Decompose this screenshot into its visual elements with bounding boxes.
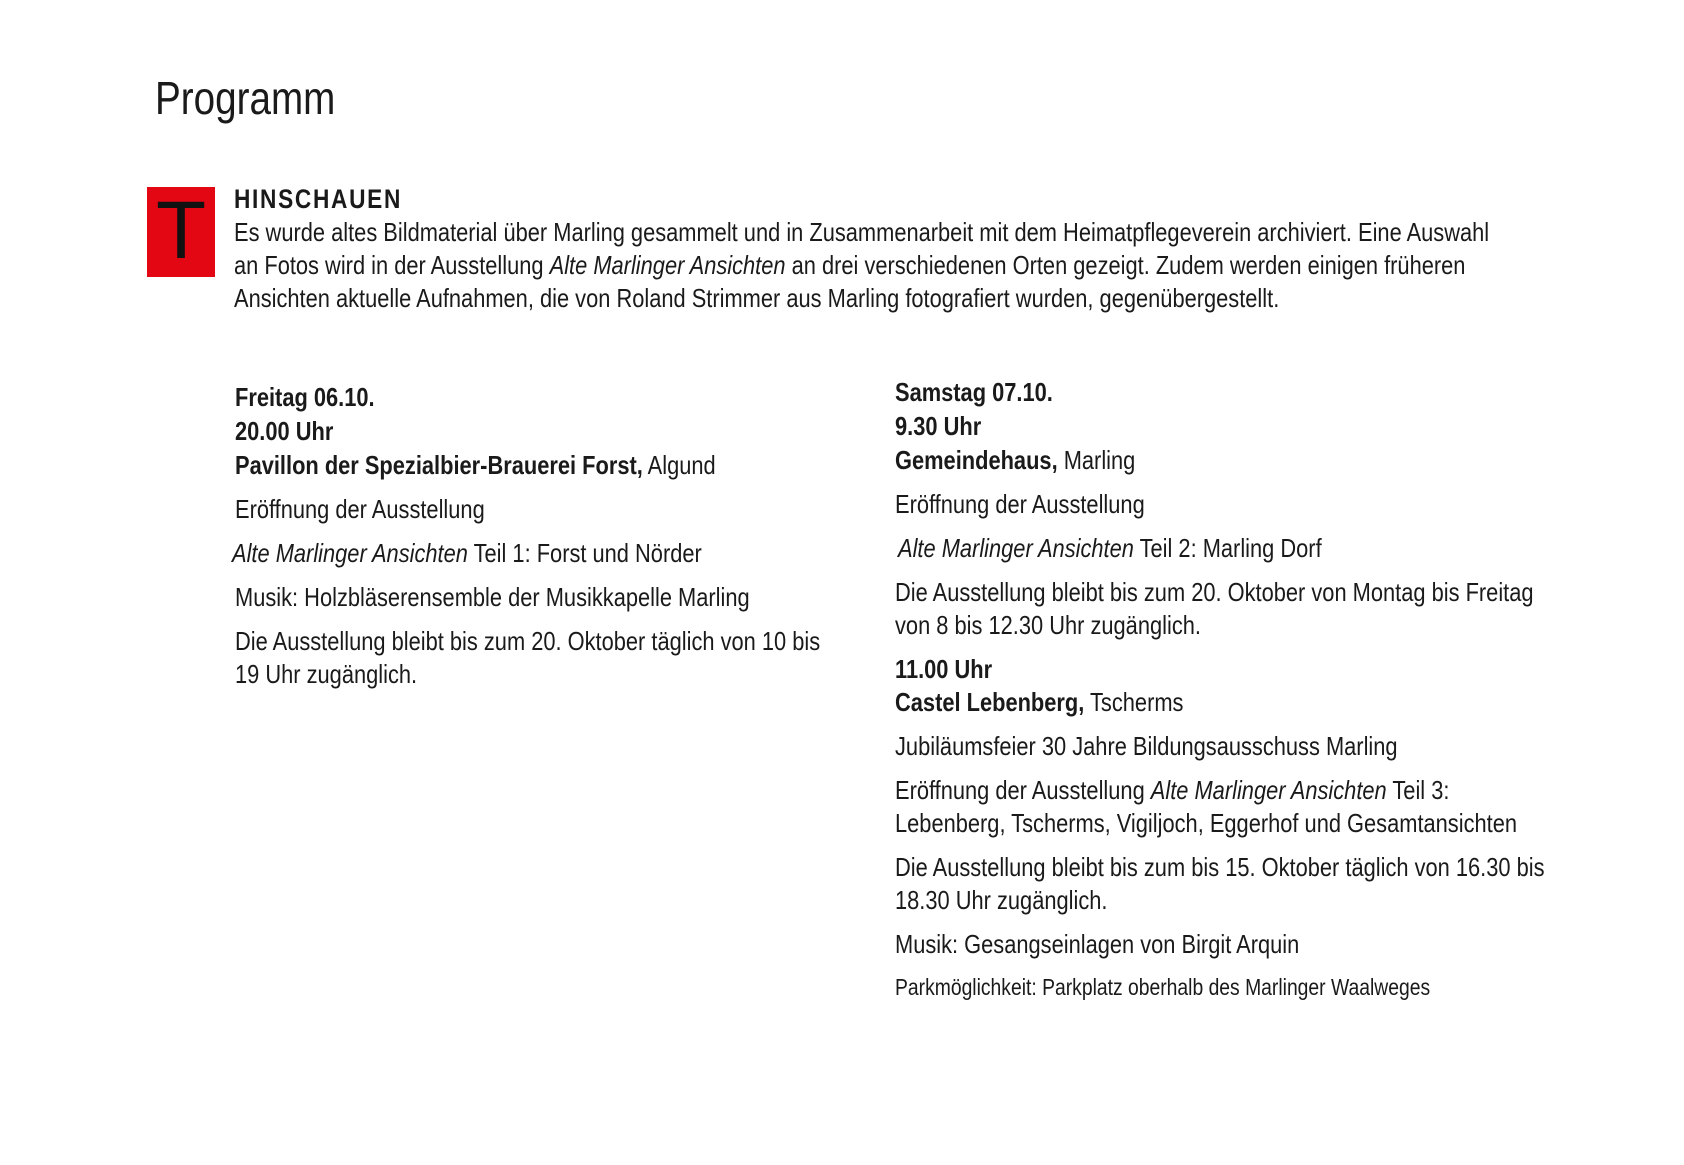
friday-venue (235, 448, 935, 482)
page-title-text: Programm (155, 72, 336, 124)
exhibit-title: Alte Marlinger Ansichten (1150, 775, 1387, 805)
venue-name: Pavillon der Spezialbier-Brauerei Forst, (235, 450, 643, 480)
opening-text: Eröffnung der Ausstellung (895, 489, 1145, 519)
saturday-session-2 (895, 653, 1595, 719)
venue-place: Marling (1057, 445, 1136, 475)
friday-program (232, 380, 935, 691)
music-text: Musik: Gesangseinlagen von Birgit Arquin (895, 929, 1300, 959)
saturday-time-1 (895, 409, 1595, 443)
friday-hours (235, 625, 935, 691)
friday-time-text: 20.00 Uhr (235, 416, 334, 446)
page-title (155, 70, 370, 126)
saturday-parking (895, 972, 1595, 1002)
saturday-time-1-text: 9.30 Uhr (895, 411, 982, 441)
saturday-opening-2 (895, 774, 1595, 840)
exhibit-title: Alte Marlinger Ansichten (232, 538, 468, 568)
hours-line-1: Die Ausstellung bleibt bis zum 20. Oktober täglich von 10 bis (235, 626, 821, 656)
venue-name: Gemeindehaus, (895, 445, 1058, 475)
intro-text: an drei verschiedenen Orten gezeigt. Zudem werden einigen früheren (785, 250, 1466, 280)
parking-text: Parkmöglichkeit: Parkplatz oberhalb des Marlinger Waalweges (895, 974, 1431, 1000)
friday-exhibit (232, 537, 935, 570)
exhibit-locations: Lebenberg, Tscherms, Vigiljoch, Eggerhof und Gesamtansichten (895, 808, 1518, 838)
venue-place: Tscherms (1084, 687, 1184, 717)
venue-place: Algund (642, 450, 716, 480)
saturday-hours-1 (895, 576, 1595, 642)
red-square-letter-t-icon (147, 187, 215, 277)
music-text: Musik: Holzbläserensemble der Musikkapelle Marling (235, 582, 750, 612)
saturday-jubilee (895, 730, 1595, 763)
exhibit-part: Teil 1: Forst und Nörder (467, 538, 702, 568)
friday-date (235, 380, 935, 414)
opening-text: Eröffnung der Ausstellung (235, 494, 485, 524)
hours-line-1: Die Ausstellung bleibt bis zum bis 15. Oktober täglich von 16.30 bis (895, 852, 1545, 882)
saturday-date (895, 375, 1595, 409)
intro-line-3 (234, 282, 1574, 315)
exhibit-part: Teil 3: (1386, 775, 1450, 805)
exhibit-title: Alte Marlinger Ansichten (549, 250, 786, 280)
hours-line-1: Die Ausstellung bleibt bis zum 20. Oktober von Montag bis Freitag (895, 577, 1534, 607)
intro-text: an Fotos wird in der Ausstellung (234, 250, 550, 280)
saturday-time-2 (895, 653, 1595, 686)
exhibit-title: Alte Marlinger Ansichten (898, 533, 1134, 563)
saturday-venue-1 (895, 443, 1595, 477)
intro-line-1 (234, 216, 1574, 249)
intro-line-2 (234, 249, 1574, 282)
jubilee-text: Jubiläumsfeier 30 Jahre Bildungsausschuss Marling (895, 731, 1398, 761)
section-heading-text: HINSCHAUEN (234, 184, 403, 214)
opening-text: Eröffnung der Ausstellung (895, 775, 1151, 805)
hours-line-2: 18.30 Uhr zugänglich. (895, 885, 1108, 915)
saturday-program (895, 375, 1595, 1002)
friday-music (235, 581, 935, 614)
intro-line-2-text (234, 249, 1465, 282)
saturday-music (895, 928, 1595, 961)
hours-line-2: 19 Uhr zugänglich. (235, 659, 418, 689)
intro-section (234, 182, 1574, 315)
saturday-exhibit-2 (898, 532, 1595, 565)
hours-line-2: von 8 bis 12.30 Uhr zugänglich. (895, 610, 1201, 640)
exhibit-part: Teil 2: Marling Dorf (1133, 533, 1322, 563)
intro-line-3-text: Ansichten aktuelle Aufnahmen, die von Roland Strimmer aus Marling fotografiert wurden, gegenübergestellt. (234, 283, 1280, 313)
saturday-venue-2 (895, 686, 1595, 719)
friday-date-text: Freitag 06.10. (235, 382, 375, 412)
friday-time (235, 414, 935, 448)
saturday-time-2-text: 11.00 Uhr (895, 654, 993, 684)
venue-name: Castel Lebenberg, (895, 687, 1085, 717)
intro-line-1-text: Es wurde altes Bildmaterial über Marling gesammelt und in Zusammenarbeit mit dem Heimatpflegeverein archiviert. Eine Auswahl (234, 217, 1490, 247)
saturday-opening-1 (895, 488, 1595, 521)
saturday-date-text: Samstag 07.10. (895, 377, 1053, 407)
saturday-hours-2 (895, 851, 1595, 917)
friday-opening (235, 493, 935, 526)
section-heading (234, 182, 1574, 216)
logo-letter: T (155, 185, 207, 276)
